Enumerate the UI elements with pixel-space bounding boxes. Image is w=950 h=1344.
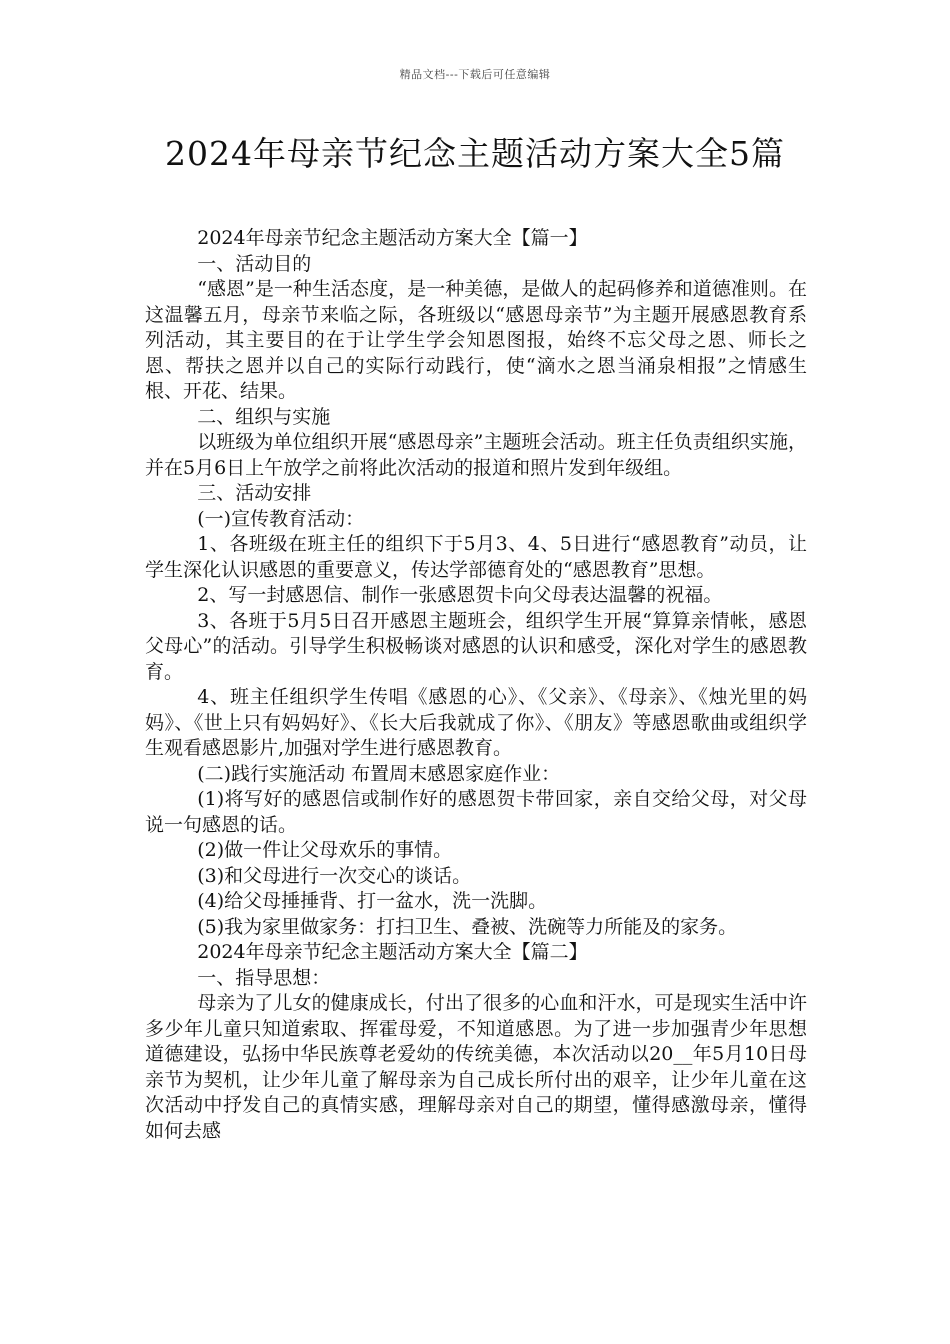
section-heading: 2024年母亲节纪念主题活动方案大全【篇一】 [197,227,588,249]
paragraph: (4)给父母捶捶背、打一盆水，洗一洗脚。 [197,890,548,912]
subheading: 一、指导思想： [197,966,331,989]
paragraph: 2、写一封感恩信、制作一张感恩贺卡向父母表达温馨的祝福。 [197,584,723,606]
header-note: 精品文档---下载后可任意编辑 [399,68,551,81]
paragraph: 母亲为了儿女的健康成长，付出了很多的心血和汗水，可是现实生活中许多少年儿童只知道索取、挥霍母爱，不知道感恩。为了进一步加强青少年思想道德建设，弘扬中华民族尊老爱幼的传统美德，本次活动以20__年5月10日母亲节为契机，让少年儿童了解母亲为自己成长所付出的艰辛，让少年儿童在这次活动中抒发自己的真情实感，理解母亲对自己的期望，懂得感激母亲，懂得如何去感 [145,992,807,1142]
subheading: 一、活动目的 [197,252,312,275]
paragraph: (1)将写好的感恩信或制作好的感恩贺卡带回家，亲自交给父母，对父母说一句感恩的话。 [145,788,807,836]
section-heading: 2024年母亲节纪念主题活动方案大全【篇二】 [197,941,588,963]
paragraph: (二)践行实施活动 布置周末感恩家庭作业： [197,762,561,785]
paragraph: 3、各班于5月5日召开感恩主题班会，组织学生开展“算算亲情帐，感恩父母心”的活动。引导学生积极畅谈对感恩的认识和感受，深化对学生的感恩教育。 [145,609,807,683]
subheading: 三、活动安排 [197,482,312,504]
document-title: 2024年母亲节纪念主题活动方案大全5篇 [165,134,785,173]
paragraph: 以班级为单位组织开展“感恩母亲”主题班会活动。班主任负责组织实施，并在5月6日上午放学之前将此次活动的报道和照片发到年级组。 [145,431,807,479]
paragraph: (5)我为家里做家务：打扫卫生、叠被、洗碗等力所能及的家务。 [197,915,738,938]
paragraph: 1、各班级在班主任的组织下于5月3、4、5日进行“感恩教育”动员，让学生深化认识感恩的重要意义，传达学部德育处的“感恩教育”思想。 [145,533,807,581]
document-body [145,226,807,1144]
paragraph: 4、班主任组织学生传唱《感恩的心》、《父亲》、《母亲》、《烛光里的妈妈》、《世上只有妈妈好》、《长大后我就成了你》、《朋友》等感恩歌曲或组织学生观看感恩影片,加强对学生进行感恩教育。 [145,686,807,759]
paragraph: (2)做一件让父母欢乐的事情。 [197,839,453,861]
subheading: 二、组织与实施 [197,405,331,428]
paragraph: (3)和父母进行一次交心的谈话。 [197,864,472,887]
paragraph: “感恩”是一种生活态度，是一种美德，是做人的起码修养和道德准则。在这温馨五月，母亲节来临之际，各班级以“感恩母亲节”为主题开展感恩教育系列活动，其主要目的在于让学生学会知恩图报，始终不忘父母之恩、师长之恩、帮扶之恩并以自己的实际行动践行，使“滴水之恩当涌泉相报”之情感生根、开花、结果。 [145,278,807,402]
paragraph: (一)宣传教育活动： [197,507,365,530]
